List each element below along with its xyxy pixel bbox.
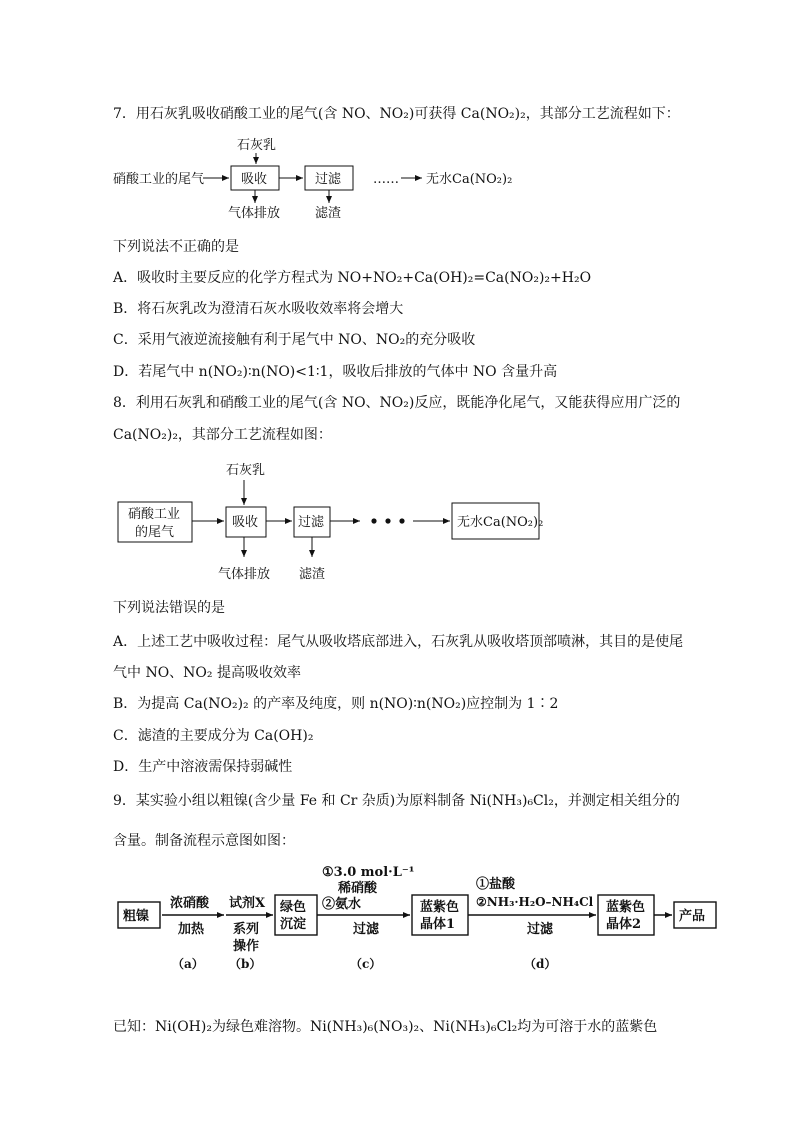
q8-option-d: D．生产中溶液需保持弱碱性	[113, 759, 293, 775]
q8-option-c: C．滤渣的主要成分为 Ca(OH)₂	[113, 728, 314, 744]
q7-residue-label: 滤渣	[315, 206, 342, 221]
q9-green-precipitate-line1: 绿色	[280, 900, 307, 915]
q8-filter-label: 过滤	[298, 515, 325, 530]
q9-step-d-bottom: 过滤	[527, 922, 554, 937]
q9-crystal2-line2: 晶体2	[606, 917, 642, 932]
q7-gas-label: 气体排放	[228, 206, 281, 221]
q7-option-b: B．将石灰乳改为澄清石灰水吸收效率将会增大	[113, 301, 404, 317]
q7-option-c: C．采用气液逆流接触有利于尾气中 NO、NO₂的充分吸收	[113, 332, 476, 348]
q7-stem: 7．用石灰乳吸收硝酸工业的尾气(含 NO、NO₂)可获得 Ca(NO₂)₂，其部分工艺流程如下：	[113, 106, 680, 122]
q9-stem-line2: 含量。制备流程示意图如图：	[113, 833, 295, 849]
q7-filter-label: 过滤	[315, 172, 342, 187]
q9-crystal1-line1: 蓝紫色	[420, 900, 460, 915]
q9-label-c: （c）	[350, 957, 382, 971]
q9-step-b-mid2: 操作	[233, 939, 260, 954]
q9-crystal2-line1: 蓝紫色	[606, 900, 646, 915]
q7-question: 下列说法不正确的是	[113, 239, 239, 255]
q7-option-a: A．吸收时主要反应的化学方程式为 NO+NO₂+Ca(OH)₂=Ca(NO₂)₂+H₂O	[113, 270, 592, 286]
q8-input-line1: 硝酸工业	[128, 507, 181, 522]
q9-step-c-top3: ②氨水	[322, 897, 362, 912]
q7-output-label: 无水Ca(NO₂)₂	[426, 172, 513, 187]
q9-step-b-mid1: 系列	[233, 922, 260, 937]
q9-stem-line1: 9．某实验小组以粗镍(含少量 Fe 和 Cr 杂质)为原料制备 Ni(NH₃)₆Cl₂，并测定相关组分的	[113, 793, 680, 809]
q8-stem-line1: 8．利用石灰乳和硝酸工业的尾气(含 NO、NO₂)反应，既能净化尾气，又能获得应用广泛的	[113, 395, 681, 411]
q9-step-d-top2: ②NH₃·H₂O–NH₄Cl	[476, 895, 594, 909]
q8-option-b: B．为提高 Ca(NO₂)₂ 的产率及纯度，则 n(NO)∶n(NO₂)应控制为 1∶2	[113, 696, 559, 712]
q8-output-label: 无水Ca(NO₂)₂	[457, 515, 544, 530]
q9-step-d-top1: ①盐酸	[476, 877, 516, 892]
q8-gas-label: 气体排放	[218, 567, 271, 582]
q7-input-label: 硝酸工业的尾气	[113, 172, 205, 187]
q9-step-c-bottom: 过滤	[353, 922, 380, 937]
q8-absorb-label: 吸收	[232, 515, 259, 530]
q9-label-d: （d）	[524, 957, 557, 971]
q9-product-label: 产品	[679, 909, 706, 924]
q9-crude-nickel-label: 粗镍	[123, 909, 150, 924]
q9-step-a-top: 浓硝酸	[170, 896, 210, 911]
q8-stem-line2: Ca(NO₂)₂，其部分工艺流程如图：	[113, 427, 332, 443]
q9-step-a-bottom: 加热	[178, 922, 205, 937]
q8-reagent-label: 石灰乳	[226, 463, 266, 478]
q9-green-precipitate-line2: 沉淀	[280, 917, 307, 932]
q8-input-line2: 的尾气	[135, 525, 175, 540]
q8-question: 下列说法错误的是	[113, 600, 225, 616]
q9-step-b-top: 试剂X	[229, 896, 266, 911]
q7-absorb-label: 吸收	[241, 172, 268, 187]
q9-known: 已知：Ni(OH)₂为绿色难溶物。Ni(NH₃)₆(NO₃)₂、Ni(NH₃)₆Cl₂均为可溶于水的蓝紫色	[113, 1019, 658, 1035]
q8-option-a-line2: 气中 NO、NO₂ 提高吸收效率	[113, 665, 301, 681]
q7-option-d: D．若尾气中 n(NO₂)∶n(NO)<1∶1，吸收后排放的气体中 NO 含量升高	[113, 364, 558, 380]
q7-reagent-label: 石灰乳	[237, 138, 277, 153]
q9-step-c-top1: ①3.0 mol·L⁻¹	[322, 865, 415, 880]
q8-option-a-line1: A．上述工艺中吸收过程：尾气从吸收塔底部进入，石灰乳从吸收塔顶部喷淋，其目的是使尾	[113, 634, 684, 650]
q9-label-a: （a）	[172, 957, 204, 971]
q9-crystal1-line2: 晶体1	[420, 917, 456, 932]
q9-step-c-top2: 稀硝酸	[338, 881, 378, 896]
q9-label-b: （b）	[229, 957, 262, 971]
q8-residue-label: 滤渣	[299, 567, 326, 582]
q7-dots: ……	[373, 172, 399, 187]
